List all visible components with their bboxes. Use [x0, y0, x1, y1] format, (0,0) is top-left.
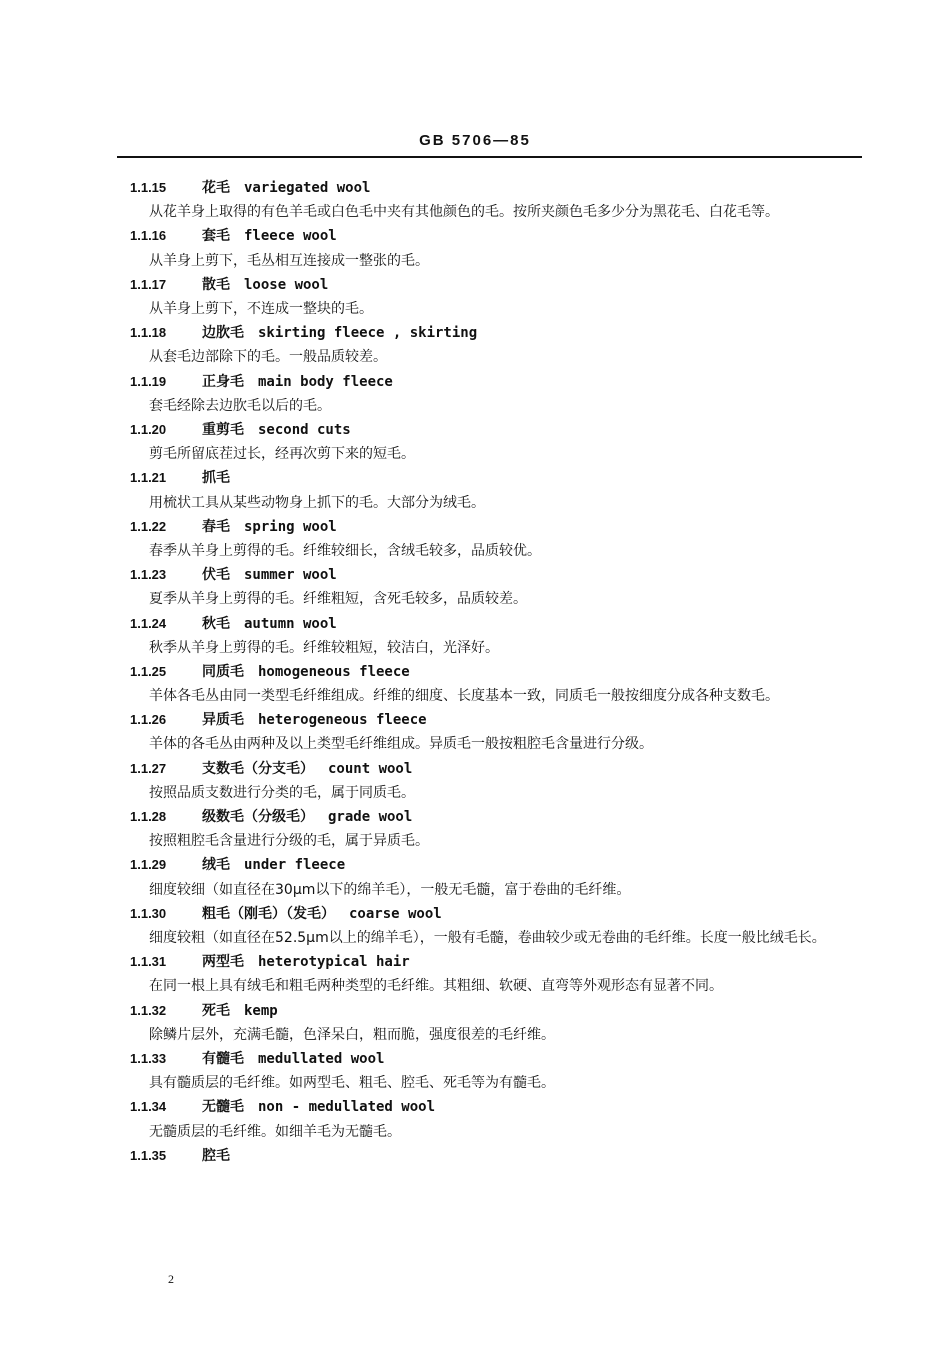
term-number: 1.1.19 [130, 373, 167, 389]
term-heading [117, 563, 862, 587]
term-chinese: 重剪毛 [202, 421, 244, 438]
term-definition: 除鳞片层外，充满毛髓，色泽呆白，粗而脆，强度很差的毛纤维。 [149, 1026, 555, 1043]
term-number: 1.1.24 [130, 615, 167, 631]
term-number: 1.1.15 [130, 180, 167, 195]
term-entry [117, 370, 862, 418]
term-english: coarse wool [349, 905, 442, 922]
term-english: variegated wool [244, 180, 371, 196]
term-definition: 从羊身上剪下，毛丛相互连接成一整张的毛。 [149, 252, 429, 269]
term-number: 1.1.28 [130, 809, 167, 825]
term-entry [117, 805, 862, 853]
term-number: 1.1.26 [130, 712, 167, 728]
term-chinese: 两型毛 [202, 954, 244, 971]
term-chinese: 异质毛 [202, 712, 244, 729]
term-number: 1.1.32 [130, 1002, 167, 1018]
term-entry [117, 418, 862, 466]
term-entry [117, 273, 862, 321]
term-heading [117, 466, 862, 490]
term-entry [117, 757, 862, 805]
term-english: kemp [244, 1002, 278, 1019]
term-definition: 按照品质支数进行分类的毛，属于同质毛。 [149, 784, 415, 801]
term-english: main body fleece [258, 373, 393, 390]
term-definition: 在同一根上具有绒毛和粗毛两种类型的毛纤维。其粗细、软硬、直弯等外观形态有显著不同。 [149, 978, 723, 995]
term-chinese: 秋毛 [202, 615, 230, 632]
term-definition: 剪毛所留底茬过长，经再次剪下来的短毛。 [149, 446, 415, 463]
term-english: summer wool [244, 567, 337, 584]
term-definition: 羊体的各毛丛由两种及以上类型毛纤维组成。异质毛一般按粗腔毛含量进行分级。 [149, 736, 653, 753]
term-definition: 羊体各毛丛由同一类型毛纤维组成。纤维的细度、长度基本一致，同质毛一般按细度分成各种支数毛。 [149, 688, 779, 705]
term-entry [117, 515, 862, 563]
term-number: 1.1.17 [130, 276, 167, 292]
term-definition: 按照粗腔毛含量进行分级的毛，属于异质毛。 [149, 833, 429, 850]
term-number: 1.1.23 [130, 567, 167, 583]
term-heading [117, 1047, 862, 1071]
term-definition: 春季从羊身上剪得的毛。纤维较细长，含绒毛较多，品质较优。 [149, 542, 541, 559]
term-heading [117, 757, 862, 781]
term-chinese: 死毛 [202, 1002, 230, 1019]
term-chinese: 散毛 [202, 276, 230, 293]
term-english: medullated wool [258, 1051, 385, 1068]
term-entry [117, 1095, 862, 1143]
term-heading [117, 370, 862, 394]
term-entry [117, 853, 862, 901]
term-english: autumn wool [244, 615, 337, 632]
header-rule [117, 156, 862, 158]
term-definition: 具有髓质层的毛纤维。如两型毛、粗毛、腔毛、死毛等为有髓毛。 [149, 1075, 555, 1092]
term-chinese: 伏毛 [202, 567, 230, 584]
term-definition: 套毛经除去边肷毛以后的毛。 [149, 397, 331, 414]
term-chinese: 花毛 [202, 180, 230, 196]
term-heading [117, 950, 862, 974]
page-number: 2 [168, 1272, 174, 1286]
term-heading [117, 176, 862, 200]
term-heading [117, 805, 862, 829]
term-definition: 从羊身上剪下，不连成一整块的毛。 [149, 300, 373, 317]
term-number: 1.1.31 [130, 954, 167, 970]
term-english: heterotypical hair [258, 954, 410, 971]
term-number: 1.1.16 [130, 228, 167, 244]
term-number: 1.1.21 [130, 470, 167, 486]
term-heading [117, 1095, 862, 1119]
term-heading [117, 1144, 862, 1168]
term-entry [117, 176, 862, 224]
term-english: skirting fleece , skirting [258, 325, 478, 342]
term-heading [117, 853, 862, 877]
term-english: grade wool [328, 809, 413, 826]
term-heading [117, 902, 862, 926]
term-number: 1.1.25 [130, 663, 167, 679]
term-english: heterogeneous fleece [258, 712, 427, 729]
term-chinese: 腔毛 [202, 1147, 230, 1164]
term-entry [117, 321, 862, 369]
term-entry [117, 466, 862, 514]
term-english: under fleece [244, 857, 346, 874]
term-number: 1.1.18 [130, 325, 167, 341]
term-english: count wool [328, 760, 413, 777]
term-definition: 细度较细（如直径在30μm以下的绵羊毛），一般无毛髓，富于卷曲的毛纤维。 [149, 881, 631, 898]
term-heading [117, 321, 862, 345]
term-entry [117, 660, 862, 708]
term-chinese: 绒毛 [202, 857, 230, 874]
term-definition: 从花羊身上取得的有色羊毛或白色毛中夹有其他颜色的毛。按所夹颜色毛多少分为黑花毛、白花毛等。 [149, 204, 779, 221]
document-body [117, 176, 862, 1168]
term-chinese: 抓毛 [202, 470, 230, 487]
term-number: 1.1.27 [130, 760, 167, 776]
term-chinese: 同质毛 [202, 663, 244, 680]
term-english: fleece wool [244, 228, 337, 245]
term-definition: 无髓质层的毛纤维。如细羊毛为无髓毛。 [149, 1123, 401, 1140]
term-number: 1.1.33 [130, 1051, 167, 1067]
term-chinese: 套毛 [202, 228, 230, 245]
term-definition: 夏季从羊身上剪得的毛。纤维粗短，含死毛较多，品质较差。 [149, 591, 527, 608]
term-entry [117, 1047, 862, 1095]
term-definition: 从套毛边部除下的毛。一般品质较差。 [149, 349, 387, 366]
term-definition: 细度较粗（如直径在52.5μm以上的绵羊毛），一般有毛髓，卷曲较少或无卷曲的毛纤维。长度一般比绒毛长。 [149, 930, 826, 947]
term-chinese: 无髓毛 [202, 1099, 244, 1116]
term-number: 1.1.29 [130, 857, 167, 873]
term-chinese: 粗毛（刚毛）（发毛） [202, 905, 335, 922]
term-chinese: 支数毛（分支毛） [202, 760, 314, 777]
term-entry [117, 612, 862, 660]
term-heading [117, 660, 862, 684]
term-heading [117, 999, 862, 1023]
term-number: 1.1.34 [130, 1099, 167, 1115]
term-english: loose wool [244, 276, 329, 293]
term-entry [117, 999, 862, 1047]
term-number: 1.1.30 [130, 905, 167, 921]
term-chinese: 级数毛（分级毛） [202, 809, 314, 826]
term-entry [117, 563, 862, 611]
term-chinese: 正身毛 [202, 373, 244, 390]
term-definition: 用梳状工具从某些动物身上抓下的毛。大部分为绒毛。 [149, 494, 485, 511]
term-heading [117, 273, 862, 297]
term-entry [117, 1144, 862, 1168]
term-english: homogeneous fleece [258, 663, 410, 680]
term-entry [117, 902, 862, 950]
term-heading [117, 224, 862, 248]
term-heading [117, 708, 862, 732]
term-heading [117, 612, 862, 636]
term-english: spring wool [244, 518, 337, 535]
term-number: 1.1.20 [130, 421, 167, 437]
term-entry [117, 224, 862, 272]
term-chinese: 有髓毛 [202, 1051, 244, 1068]
term-heading [117, 418, 862, 442]
term-chinese: 春毛 [202, 518, 230, 535]
term-number: 1.1.35 [130, 1147, 167, 1163]
term-entry [117, 950, 862, 998]
term-entry [117, 708, 862, 756]
term-chinese: 边肷毛 [202, 325, 244, 342]
document-header: GB 5706—85 [419, 132, 531, 149]
term-english: non - medullated wool [258, 1099, 436, 1116]
term-number: 1.1.22 [130, 518, 167, 534]
term-english: second cuts [258, 421, 351, 438]
term-definition: 秋季从羊身上剪得的毛。纤维较粗短，较洁白，光泽好。 [149, 639, 499, 656]
term-heading [117, 515, 862, 539]
